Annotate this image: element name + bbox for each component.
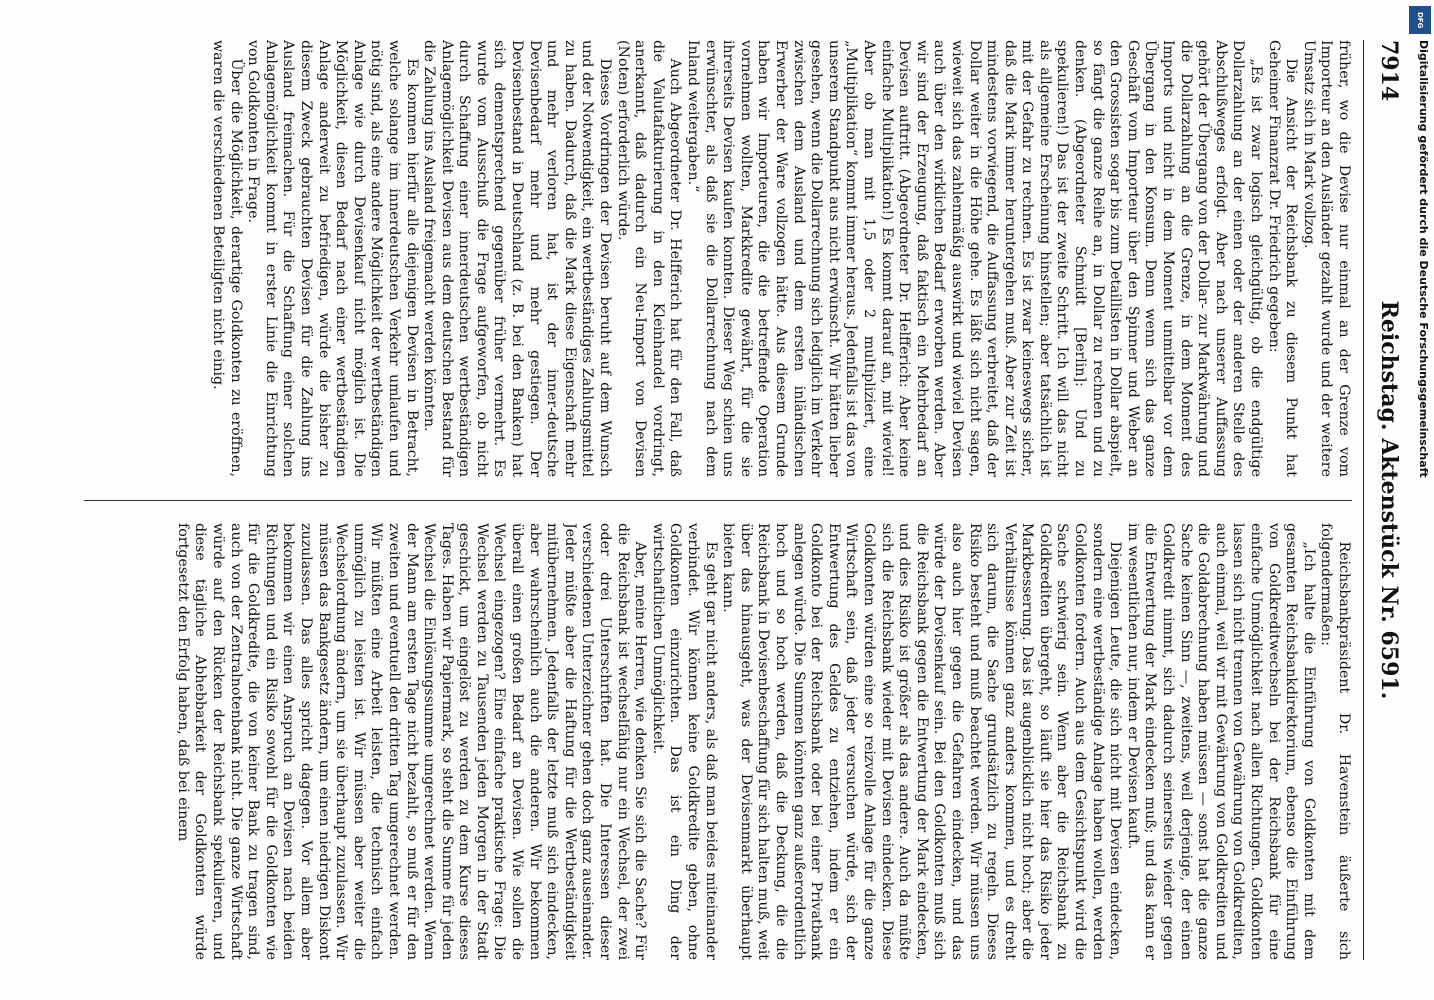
paragraph: Aber, meine Herren, wie denken Sie sich die Sache? Für die Reichsbank ist wechselfähig nur ein Wechsel, der zwei oder drei Unterschriften hat. Die Interessen dieser verschiedenen Unterzeichner gehen doch ganz auseinander. Jeder müßte aber die Haftung für die Wertbeständigkeit mitübernehmen. Jedenfalls der letzte muß sich eindecken, aber wahrscheinlich auch die anderen. Wir bekommen überall einen großen Bedarf an Devisen. Wie sollen die Wechsel eingezogen? Eine einfache praktische Frage: Die Wechsel werden zu Tausenden jeden Morgen in der Stadt geschickt, um eingelöst zu werden zu dem Kurse dieses Tages. Haben wir Papiermark, so steht die Summe für jeden Wechsel die Einlösungssumme umgerechnet werden. Wenn der Mann am ersten Tage nicht bezahlt, so muß er für den zweiten und eventuell den dritten Tag umgerechnet werden. Wir müßten eine Arbeit leisten, die technisch einfach unmöglich zu leisten ist. Wir müssen aber weiter die Wechselordnung ändern, um sie überhaupt zuzulassen. Wir müssen das Bankgesetz ändern, um einen niedrigen Diskont zuzulassen. Das alles spricht dagegen. Vor allem aber bekommen wir einen Anspruch an Devisen nach beiden Richtungen und ein Risiko sowohl für die Goldkonten wie für die Goldkredite, die von keiner Bank zu tragen sind, auch von der Zentralnotenbank nicht. Die ganze Wirtschaft würde auf den Rücken der Reichsbank spekulieren, und diese tägliche Abhebbarkeit der Goldkonten würde fortgesetzt den Erfolg haben, daß bei einem	[174, 523, 649, 960]
left-text-column	[84, 40, 1352, 477]
right-text-column	[84, 523, 1352, 960]
paragraph: Reichsbankpräsident Dr. Havenstein äußerte sich folgendermaßen:	[1318, 523, 1352, 960]
digitization-note	[1406, 0, 1434, 1000]
running-head	[1366, 40, 1406, 960]
dfg-logo: DFG	[1409, 6, 1431, 34]
paragraph: Über die Möglichkeit, derartige Goldkonten zu eröffnen, waren die verschiedenen Beteiligten nicht einig.	[210, 40, 244, 477]
header-rule	[1363, 40, 1364, 960]
paragraph: früher, wo die Devise nur einmal an der Grenze vom Importeur an den Ausländer gezahlt wurde und der weitere Umsatz sich in Mark vollzog.	[1300, 40, 1352, 477]
paragraph: „Ich halte die Einführung von Goldkonten mit dem gesamten Reichsbankdirektorium, ebenso die Einführung von Goldkreditwechseln bei der Reichsbank für eine einfache Unmöglichkeit nach allen Richtungen. Goldkonten lassen sich nicht trennen von Gewährung von Goldkrediten, auch einmal, weil wir mit Gewährung von Goldkrediten und die Goldabrechnung haben müssen — sonst hat die ganze Sache keinen Sinn —, zweitens, weil derjenige, der einen Goldkredit nimmt, sich dadurch seinerseits wieder gegen die Entwertung der Mark eindecken muß; und das kann er im wesentlichen nur, indem er Devisen kauft.	[1124, 523, 1317, 960]
paragraph: Es geht gar nicht anders, als daß man beides miteinander verbindet. Wir können keine Goldkredite geben, ohne Goldkonten einzurichten. Das ist ein Ding der wirtschaftlichen Unmöglichkeit.	[649, 523, 719, 960]
paragraph: Es kommen hierfür alle diejenigen Devisen in Betracht, welche solange im innerdeutschen Verkehr umlaufen und nötig sind, als eine andere Möglichkeit der wertbeständigen Anlage wie durch Devisenkauf nicht möglich ist. Die Möglichkeit, diesen Bedarf nach einer wertbeständigen Anlage anderweit zu befriedigen, würde die bisher zu diesem Zweck gebrauchten Devisen für die Zahlung ins Ausland freimachen. Für die Schaffung einer solchen Anlagemöglichkeit kommt in erster Linie die Einrichtung von Goldkonten in Frage.	[245, 40, 420, 477]
paragraph: Die Ansicht der Reichsbank zu diesem Punkt hat Geheimer Finanzrat Dr. Friedrich gegeben:	[1265, 40, 1300, 477]
paragraph: „Es ist zwar logisch gleichgültig, ob die endgültige Dollarzahlung an der einen oder der anderen Stelle des Abschlußweges erfolgt. Aber nach unserer Auffassung gehört der Übergang von der Dollar- zur Markwährung und die Dollarzahlung an die Grenze, in dem Moment des Imports und nicht in dem Moment unmittelbar vor dem Übergang in den Konsum. Denn wenn sich das ganze Geschäft vom Importeur über den Spinner und Weber an den Grossisten sogar bis zum Detaillisten in Dollar abspielt, so fängt die ganze Reihe an, in Dollar zu rechnen und zu denken. (Abgeordneter Schmidt [Berlin]: Und zu spekulieren!) Das ist der zweite Schritt. Ich will das nicht als allgemeine Erscheinung hinstellen; aber tatsächlich ist mit der Gefahr zu rechnen. Es ist zwar keineswegs sicher, daß die Mark immer heruntergehen muß. Aber zur Zeit ist mindestens vorwiegend, die Auffassung verbreitet, daß der Dollar weiter in die Höhe gehe. Es läßt sich nicht sagen, wieweit sich das zahlenmäßig auswirkt und wieviel Devisen auch über den wirklichen Bedarf erworben werden. Aber wir sind der Erzeugung, daß faktisch ein Mehrbedarf an Devisen auftritt. (Abgeordneter Dr. Helfferich: Aber keine einfache Multiplikation!) Es kommt darauf an, mit wieviel! Aber ob man mit 1,5 oder 2 multipliziert, eine „Multiplikation“ kommt immer heraus. Jedenfalls ist das von unserem Standpunkt aus nicht erwünscht. Wir hätten lieber gesehen, wenn die Dollarrechnung sich lediglich im Verkehr zwischen dem Ausland und dem ersten inländischen Erwerber der Ware vollzogen hätte. Aus diesem Grunde haben wir Importeuren, die die betreffende Operation vornehmen wollten, Markkredite gewährt, für die sie ihrerseits Devisen kaufen konnten. Dieser Weg schien uns erwünschter, als daß sie die Dollarrechnung nach dem Inland weitergaben.“	[685, 40, 1265, 477]
paragraph: Diejenigen Leute, die sich nicht mit Devisen eindecken, sondern eine wertbeständige Anlage haben wollen, werden Goldkonten fordern. Auch aus dem Gesichtspunkt wird die Sache schwierig sein. Wenn aber die Reichsbank zu Goldkrediten übergeht, so läuft sie hier das Risiko jeder Markbesserung. Das ist augenblicklich nicht hoch; aber die Verhältnisse können ganz anders kommen, und es dreht sich darum, die Sache grundsätzlich zu regeln. Dieses Risiko besteht und muß beachtet werden. Wir müssen uns also auch hier gegen die Gefahren eindecken, und das würde der Devisenkauf sein. Bei den Goldkonten muß sich die Reichsbank gegen die Entwertung der Mark eindecken, und dies Risiko ist größer als das andere. Auch da müßte sich die Reichsbank wieder mit Devisen eindecken. Diese Goldkonten würden eine so reizvolle Anlage für die ganze Wirtschaft sein, daß jeder versuchen würde, sich der Entwertung des Geldes zu entziehen, indem er ein Goldkonto bei der Reichsbank oder bei einer Privatbank anlegen würde. Die Summen könnten ganz außerordentlich hoch und so hoch werden, daß die Deckung, die die Reichsbank in Devisenbeschaffung für sich halten muß, weit über das hinausgeht, was der Devisenmarkt überhaupt bieten kann.	[720, 523, 1124, 960]
digitization-note-text: Digitalisierung gefördert durch die Deutsche Forschungsgemeinschaft	[1417, 40, 1430, 478]
column-divider	[84, 500, 1352, 501]
page-number: 7914	[1376, 40, 1402, 102]
page-title: Reichstag. Aktenstück Nr. 6591.	[1376, 300, 1402, 700]
paragraph: Auch Abgeordneter Dr. Helfferich hat für den Fall, daß die Valutafakturierung in den Kleinhandel vordringt, anerkannt, daß dadurch ein Neu-Import von Devisen (Noten) erforderlich würde.	[614, 40, 684, 477]
paragraph: Dieses Vordringen der Devisen beruht auf dem Wunsch und der Notwendigkeit, ein wertbeständiges Zahlungsmittel zu haben. Dadurch, daß die Mark diese Eigenschaft mehr und mehr verloren hat, ist der inner-deutsche Devisenbedarf mehr und mehr gestiegen. Der Devisenbestand in Deutschland (z. B. bei den Banken) hat sich dementsprechend gegenüber früher vermehrt. Es wurde vom Ausschuß die Frage aufgeworfen, ob nicht durch Schaffung einer innerdeutschen wertbeständigen Anlagemöglichkeit Devisen aus dem deutschen Bestand für die Zahlung ins Ausland freigemacht werden könnten.	[421, 40, 614, 477]
rotated-document-page	[54, 0, 1434, 1000]
